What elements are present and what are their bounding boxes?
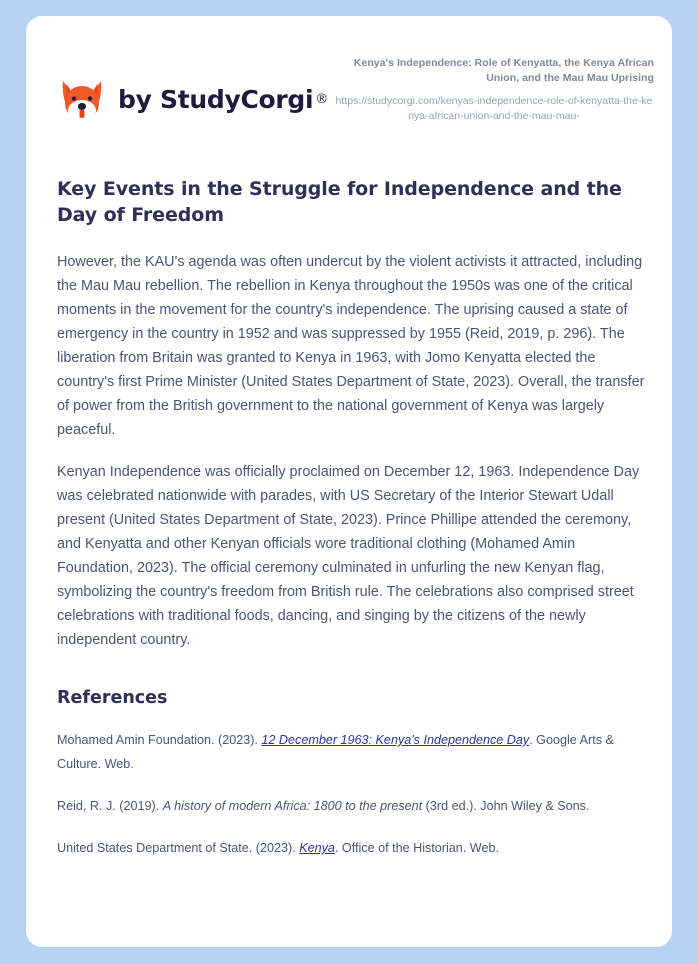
header-metadata xyxy=(334,56,654,123)
body-paragraph: However, the KAU's agenda was often undercut by the violent activists it attracted, including the Mau Mau rebellion. The rebellion in Kenya throughout the 1950s was one of the critical moments in the movement for the country's independence. The uprising caused a state of emergency in the country in 1952 and was suppressed by 1955 (Reid, 2019, p. 296). The liberation from Britain was granted to Kenya in 1963, with Jomo Kenyatta elected the country's first Prime Minister (United States Department of State, 2023). Overall, the transfer of power from the British government to the national government of Kenya was largely peaceful. xyxy=(57,254,645,438)
reference-prefix: United States Department of State. (2023). xyxy=(57,841,300,855)
page-title: Key Events in the Struggle for Independence and the Day of Freedom xyxy=(57,178,622,226)
corgi-logo-icon xyxy=(57,74,107,124)
body-paragraph: Kenyan Independence was officially proclaimed on December 12, 1963. Independence Day was celebrated nationwide with parades, with US Secretary of the Interior Stewart Udall present (United States Department of State, 2023). Prince Phillipe attended the ceremony, and Kenyatta and other Kenyan officials wore traditional clothing (Mohamed Amin Foundation, 2023). The official ceremony culminated in unfurling the new Kenyan flag, symbolizing the country's freedom from British rule. The celebrations also comprised street celebrations with traditional foods, dancing, and singing by the citizens of the newly independent country. xyxy=(57,464,640,648)
reference-prefix: Mohamed Amin Foundation. (2023). xyxy=(57,733,262,747)
reference-link[interactable]: Kenya xyxy=(299,841,335,855)
article-title: Kenya's Independence: Role of Kenyatta, the Kenya African Union, and the Mau Mau Uprising xyxy=(353,57,654,84)
brand-name: by StudyCorgi xyxy=(118,84,314,114)
studycorgi-branding xyxy=(57,74,328,124)
article-url: https://studycorgi.com/kenyas-independence-role-of-kenyatta-the-kenya-african-union-and-the-mau-mau- xyxy=(335,95,653,122)
reference-suffix: . Office of the Historian. Web. xyxy=(334,841,499,855)
reference-title: A history of modern Africa: 1800 to the present xyxy=(162,799,423,813)
registered-trademark-icon: ® xyxy=(315,91,329,107)
reference-link[interactable]: 12 December 1963: Kenya's Independence Day xyxy=(261,733,530,747)
document-card xyxy=(26,16,672,947)
reference-item xyxy=(57,794,654,818)
document-content xyxy=(57,176,654,860)
reference-suffix: . Google Arts & Culture. Web. xyxy=(57,733,614,771)
references-heading: References xyxy=(57,688,168,708)
reference-suffix: (3rd ed.). John Wiley & Sons. xyxy=(422,799,590,813)
reference-item xyxy=(57,836,654,860)
reference-item xyxy=(57,728,654,776)
reference-prefix: Reid, R. J. (2019). xyxy=(57,799,163,813)
document-header xyxy=(26,16,672,156)
